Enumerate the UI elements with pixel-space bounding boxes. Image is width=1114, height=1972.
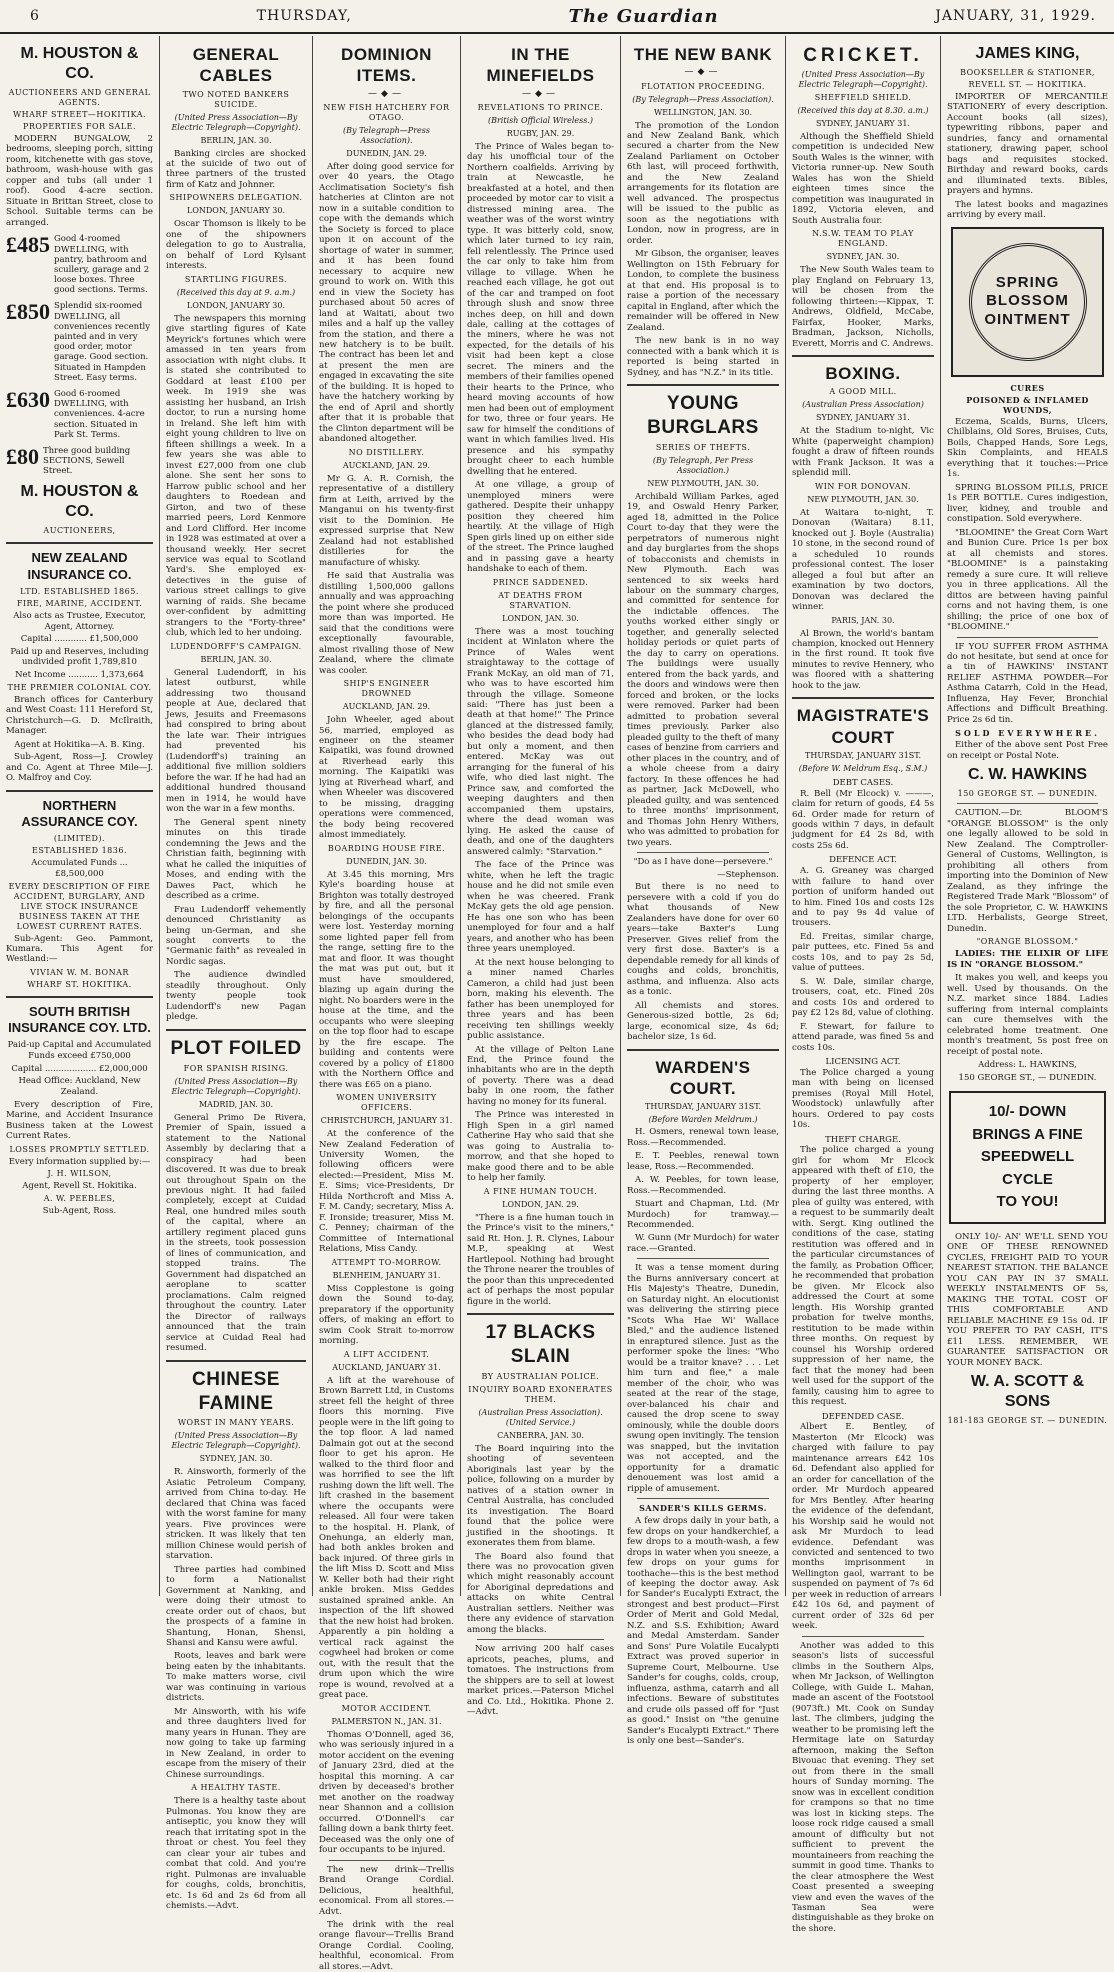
houston-title: M. HOUSTON & CO. [20,45,139,82]
hawkins-title: C. W. HAWKINS [967,766,1088,784]
article-heading: SANDER'S KILLS GERMS. [639,1503,767,1514]
divider [166,1029,306,1031]
bloomine-text: "BLOOMINE" the Great Corn Wart and Bunion Cure. Price 1s per box at all chemists and stores. "BLOOMINE" is a painstaking remedy a sure cure. It will relieve you in three applications. All the dittos are between having painful corns and not having them, is one shilling; the price of one box of "BLOOMINE." [947,527,1108,633]
property-desc: Three good building SECTIONS, Sewell Street. [43,445,131,477]
asthma-text: IF YOU SUFFER FROM ASTHMA do not hesitate, but send at once for a tin of HAWKINS' INSTANT RELIEF ASTHMA POWDER—For Asthma Catarrh, Cold in the Head, Influenza, Hay Fever, Bronchial Affections and Difficult Breathing. Price 2s 6d tin. [947,641,1108,725]
article-heading: ATTEMPT TO-MORROW. [331,1257,442,1267]
dateline: DUNEDIN, JAN. 30. [346,856,427,866]
sbi-paidup: Paid-up Capital and Accumulated Funds exceed £750,000 [7,1040,152,1062]
article-paragraph: The New South Wales team to play England on February 13, will be chosen from the following thirteen:—Kippax, T. Andrews, Oldfield, McCabe, Fairfax, Hooker, Marks, Bradman, Jackson, Nicholls, Everett, Morris and C. Andrews. [792,265,934,349]
article-paragraph: The Prince was interested in High Spen in a girl named Catherine Hay who said that she was going to Australia to-morrow, and that she hoped to make good there and to be able to help her family. [467,1110,614,1184]
accumulated-funds: Accumulated Funds ... £8,500,000 [31,858,128,879]
article-source: (United Press Association—By Electric Telegraph—Copyright). [171,1076,301,1096]
article-heading: FOR SPANISH RISING. [183,1063,289,1073]
column-3 [313,36,461,1972]
court-entry: Ed. Freitas, similar charge, pair puttees, etc. Fined 5s and costs 10s, and to pay 2s 5d, value of puttees. [792,931,934,974]
article-heading: A LIFT ACCIDENT. [343,1349,430,1359]
masthead-date: JANUARY, 31, 1929. [935,8,1096,24]
court-entry: A. W. Peebles, for town lease, Ross.—Recommended. [627,1175,779,1196]
dateline: LONDON, JAN. 30. [502,613,579,623]
peebles-agent: Sub-Agent, Ross. [42,1205,117,1216]
court-entry: The police charged a young girl for whom Mr Elcock appeared with theft of £10, the property of her employer, during the last three months. A plea of guilty was entered, with a request to be summarily dealt with. Sergt. King outlined the conditions of the case, stating restitution was offered and in the particular circumstances of the family, as Probation Officer, he recommended that probation be given. Mr Elcock also addressed the Court at some length. His Worship granted probation for twelve months, restitution to be made within three months. On request by counsel his Worship ordered suppression of her name, the fact that the money had been well used for the support of the family, causing him to agree to this request. [792,1145,934,1408]
masthead-day: THURSDAY, [256,8,352,24]
trustee-line: Also acts as Trustee, Executor, Agent, Attorney. [13,610,146,632]
nz-insurance-title: NEW ZEALAND INSURANCE CO. [27,550,132,582]
divider [637,1498,769,1499]
divider [637,852,769,853]
agent-hokitika: Agent at Hokitika—A. B. King. [14,739,145,750]
northern-established: ESTABLISHED 1836. [31,846,127,856]
divider [627,1049,779,1051]
page-number: 6 [30,8,40,24]
houston-auctioneers: AUCTIONEERS AND GENERAL AGENTS. [8,88,151,107]
sbi-capital: Capital ................... £2,000,000 [11,1063,148,1074]
court-before: (Before Warden Meldrum.) [648,1115,758,1125]
caution-text: CAUTION.—Dr. BLOOM'S "ORANGE BLOSSOM" is the only one legally allowed to be sold in New Zealand. The Comptroller-General of Customs, Wellington, is prohibiting all others from importing into the Dominion of New Zealand, as they infringe the Registered Trade Mark "Blossom" of the sole Proprietor, C. W. HAWKINS LTD. Herbalists, George Street, Dunedin. [947,808,1108,934]
northern-limited: (LIMITED). [53,834,106,844]
article-heading: SHIP'S ENGINEER DROWNED [343,679,430,699]
james-king-address: REVELL ST. — HOKITIKA. [968,80,1087,89]
article-paragraph: Banking circles are shocked at the suicide of two out of three partners of the trusted firm of Katz and Johnner. [166,148,306,190]
hawkins-address-line: Address: L. HAWKINS, [978,1060,1077,1070]
advertisement-paragraph: The new drink—Trellis Brand Orange Cordial. Delicious, healthful, economical. From all stores.—Advt. [319,1864,454,1917]
case-heading: LICENSING ACT. [825,1057,901,1068]
dateline: THURSDAY, JANUARY 31ST. [805,750,921,760]
dateline: SYDNEY, JAN. 30. [199,1454,273,1464]
dateline: WELLINGTON, JAN. 30. [654,107,752,117]
court-entry: The Police charged a young man with being on licensed premises (Royal Mill Hotel, Woodstock) unlawfully after hours. Ordered to pay costs 10s. [792,1067,934,1131]
ointment-text: Eczema, Scalds, Burns, Ulcers, Chilblains, Old Sores, Bruises, Cuts, Boils, Chapped Hands, Sore Legs, Skin Complaints, and HEALS everything that it touches:—Price 1s. [947,416,1108,480]
article-paragraph: Mr Gibson, the organiser, leaves Wellington on 15th February for London, to complete the business at that end. His proposal is to raise a portion of the necessary capital in England, after which the remainder will be offered in New Zealand. [627,249,779,333]
hawkins-address-line-2: 150 GEORGE ST., — DUNEDIN. [958,1072,1097,1083]
article-paragraph: At the next house belonging to a miner named Charles Cameron, a child had just been born, making his eleventh. The father has been unemployed for three years and has been receiving ten shillings weekly public assistance. [467,957,614,1042]
article-heading: A FINE HUMAN TOUCH. [483,1186,598,1196]
article-paragraph: Although the Sheffield Shield competition is undecided New South Wales is the winner, with Victoria runner-up. New South Wales has won the Shield eighteen times since the competition was inaugurated in 1892, Victoria eleven, and South Australia four. [792,131,934,226]
article-paragraph: John Wheeler, aged about 56, married, employed as engineer on the steamer Kaipatiki, was found drowned at Riverhead early this morning. The Kaipatiki was lying at Riverhead wharf, and when Wheeler was discovered to be missing, dragging operations were commenced, the body being recovered almost immediately. [319,715,454,841]
property-desc: Good 4-roomed DWELLING, with pantry, bathroom and scullery, garage and 2 loose boxes. Three good sections. Terms. [54,234,150,296]
article-paragraph: R. Ainsworth, formerly of the Asiatic Petroleum Company, arrived from China to-day. He declared that China was faced with the worst famine for many years. Five provinces were stricken. It was likely that ten million Chinese would perish of starvation. [166,1467,306,1562]
every-description: EVERY DESCRIPTION OF FIRE ACCIDENT, BURGLARY, AND LIVE STOCK INSURANCE BUSINESS TAKEN AT THE LOWEST CURRENT RATES. [8,881,151,931]
dateline: SYDNEY, JANUARY 31. [816,118,910,128]
article-source: (By Telegraph, Per Press Association.) [652,455,754,475]
dateline: BERLIN, JAN. 30. [200,654,272,664]
ladies-text: It makes you well, and keeps you well. Used by thousands. On the N.Z. market since 1884. Ladies suffering from internal complaints can cure themselves with the celebrated home treatment. One month's treatment, 5s post free on receipt of postal note. [947,973,1108,1057]
property-listing [6,301,153,383]
scott-address: 181-183 GEORGE ST. — DUNEDIN. [947,1416,1108,1426]
magistrates-court-heading: MAGISTRATE'S COURT [796,706,930,747]
houston-title-2: M. HOUSTON & CO. [20,483,139,521]
article-paragraph: Frau Ludendorff vehemently denounced Christianity as being un-German, and she sought converts to the "Germanic faith" as revealed in Nordic sagas. [166,904,306,967]
every-description-2: Every description of Fire, Marine, and Accident Insurance Business taken at the Lowest Current Rates. [6,1099,153,1142]
article-heading: NEW FISH HATCHERY FOR OTAGO. [323,102,450,122]
post-free-text: Either of the above sent Post Free on receipt or Postal Note. [947,740,1108,761]
dateline: NEW PLYMOUTH, JAN. 30. [807,494,919,504]
article-heading: N.S.W. TEAM TO PLAY ENGLAND. [812,229,914,249]
received-note: (Received this day at 8.30. a.m.) [797,105,929,115]
bonar-address: WHARF ST. HOKITIKA. [27,979,132,989]
young-burglars-heading: YOUNG BURGLARS [647,393,759,438]
properties-heading: PROPERTIES FOR SALE. [22,122,137,131]
advertisement-paragraph: But there is no need to persevere with a cold if you do what thousands of New Zealanders have done for over 60 years—take Baxter's Lung Preserver. Gives relief from the very first dose. Baxter's is a dependable remedy for all kinds of coughs and colds, bronchitis, asthma, and influenza. Also acts as a tonic. [627,882,779,998]
divider [957,803,1098,804]
advertisement-paragraph: The drink with the real orange flavour—Trellis Brand Orange Cordial. Cooling, healthful, economical. From all stores.—Advt. [319,1919,454,1972]
divider [467,1313,614,1315]
dateline: PARIS, JAN. 30. [831,615,895,625]
column-6 [786,36,941,1934]
divider [802,1636,924,1637]
article-paragraph: The audience dwindled steadily throughout. Only twenty people took Ludendorff's new Pagan pledge. [166,970,306,1023]
divider [637,1258,769,1259]
column-7 [941,36,1114,1596]
divider [6,542,153,544]
cycle-line-4: TO YOU! [996,1193,1059,1211]
article-heading: AT DEATHS FROM STARVATION. [498,590,583,610]
bungalow-listing: MODERN BUNGALOW, 2 bedrooms, sleeping porch, sitting room, kitchenette with gas stove, bathroom, wash-house with gas copper and tubs (all under 1 roof). Good 4-acre section. Situate in Brittan Street, close to School. Suitable terms can be arranged. [6,134,153,228]
article-heading: TWO NOTED BANKERS SUICIDE. [182,89,290,109]
article-heading: STARTLING FIGURES. [184,274,288,284]
article-source: (Australian Press Association). (United Service.) [478,1407,603,1427]
seal-text-mid: BLOSSOM [986,292,1069,310]
wilson-agent: Agent, Revell St. Hokitika. [22,1181,137,1192]
dateline: LONDON, JANUARY 30. [187,206,285,216]
article-heading: INQUIRY BOARD EXONERATES THEM. [468,1384,613,1404]
divider [6,996,153,998]
chinese-famine-heading: CHINESE FAMINE [192,1368,280,1414]
blacks-slain-heading: 17 BLACKS SLAIN [485,1322,596,1367]
head-office: Head Office: Auckland, New Zealand. [18,1076,141,1097]
seal-text-top: SPRING [995,273,1060,291]
article-source: (Australian Press Association) [802,400,924,410]
article-paragraph: The Board also found that there was no provocation given which might reasonably account for Aboriginal depredations and attacks on white Central Australian settlers. Neither was there any evidence of starvation among the blacks. [467,1551,614,1635]
minefields-heading: IN THE MINEFIELDS [486,45,595,86]
property-listing [6,386,153,440]
newspaper-title: The Guardian [568,5,719,27]
divider [792,697,934,699]
property-price: £630 [6,386,50,412]
article-paragraph: The General spent ninety minutes on this tirade condemning the Jews and the Christian faith, beginning with what he called the iniquities of Moses, and ending with the Dawes Pact, which he described as a crime. [166,817,306,902]
court-entry: R. Bell (Mr Elcock) v. ———, claim for return of goods, £4 5s 6d. Order made for return of goods within 7 days, in default judgment for £4 2s 8d, with costs 25s 6d. [792,788,934,851]
james-king-text: IMPORTER OF MERCANTILE STATIONERY of every description. Account books (all sizes), typewriting ribbons, paper and sundries, fancy and ornamental stationery, drawing paper, school bags and requisites stocked. Birthday and reward books, cards and illuminated texts. Bibles, prayers and hymns. [947,92,1108,197]
dominion-items-heading: DOMINION ITEMS. [341,45,432,86]
article-heading: FLOTATION PROCEEDING. [641,81,765,91]
dateline: SYDNEY, JAN. 30. [826,252,900,262]
fire-marine: FIRE, MARINE, ACCIDENT. [16,598,143,608]
sub-agent-kumara: Sub-Agent: Geo. Pammont, Kumara. This Agent for Westland:— [6,933,153,965]
divider [792,355,934,357]
losses-settled: LOSSES PROMPTLY SETTLED. [9,1144,150,1154]
article-heading: WOMEN UNIVERSITY OFFICERS. [336,1093,437,1113]
divider [6,790,153,792]
court-entry: A. G. Greaney was charged with failure to hand over portion of uniform handed out to him. Fined 10s and costs 12s and to pay 9s 4d value of trousers. [792,866,934,929]
masthead [0,0,1114,34]
article-paragraph: There was a most touching incident at Winlaton where the Prince of Wales went straightaway to the cottage of Frank McKay, an old man of 71, who was to have escorted him through the village. Someone said: "There has just been a death at that home!" The Prince glanced at the distressed family, who besides the dead body had but only a moment, and then entered. McKay was out arranging for the funeral of his wife, who died last night. The Prince saw, and comforted the weeping daughters and then accompanied them upstairs, where the dead woman was lying. He asked the cause of death, and one of the daughters answered calmly: "Starvation." [467,626,614,857]
boxing-heading: BOXING. [825,363,901,383]
nz-insurance-established: LTD. ESTABLISHED 1865. [20,586,139,596]
article-heading: SHEFFIELD SHIELD. [814,92,912,102]
plot-foiled-heading: PLOT FOILED [170,1037,302,1059]
court-entry: Albert E. Bentley, of Masterton (Mr Elcock) was charged with failure to pay maintenance arrears £42 10s 6d. Defendant also applied for an order for cancellation of the order. Mr Murdoch appeared for Mrs Bentley. After hearing the evidence of the defendant, his Worship said he would not ask Mr Murdoch to lead evidence. Defendant was convicted and sentenced to two months imprisonment in Wellington gaol, warrant to be suspended on payment of 7s 6d per week in reduction of arrears £42 10s 6d, and payment of current order of 32s 6d per week. [792,1422,934,1632]
wilson-name: J. H. WILSON, [47,1169,112,1179]
court-entry: W. Gunn (Mr Murdoch) for water race.—Granted. [627,1233,779,1254]
article-source: (By Telegraph—Press Association). [632,94,774,104]
court-entry: H. Osmers, renewal town lease, Ross.—Recommended. [627,1127,779,1148]
divider [477,1639,604,1640]
premier-colonial: THE PREMIER COLONIAL COY. [7,682,152,692]
divider [627,384,779,386]
ornament-divider: —◆— [522,88,559,99]
advertisement-paragraph: There is a healthy taste about Pulmonas. You know they are antiseptic, you know they will reach that irritating spot in the throat or chest. You feel they can clear your air tubes and combat that cold. And you're right. Pulmonas are invaluable for coughs, colds, bronchitis, etc. 1s 6d and 2s 6d from all chemists.—Advt. [166,1796,306,1912]
dateline: NEW PLYMOUTH, JAN. 30. [647,478,759,488]
article-paragraph: At the village of Pelton Lane End, the Prince found the inhabitants who are in the depth of poverty. There was a dead baby in one room, the father having no money for its funeral. [467,1044,614,1107]
article-source: (United Press Association—By Electric Telegraph—Copyright). [798,69,928,89]
court-before: (Before W. Meldrum Esq., S.M.) [798,763,928,773]
article-paragraph: The Prince of Wales began to-day his unofficial tour of the Northern coalfields. Arriving by train at Newcastle, he breakfasted at a hotel, and then proceeded by motor car to visit a distressed mining area. The weather was of the worst wintry type. It was bitterly cold, snow, which later turned to icy rain, fell relentlessly. The Prince used the car only to take him from village to village. When he reached each village, he got out of the car and tramped on foot through slush and snow three inches deep, on hill and down dale, calling at the cottages of the miners, where he was not expected, for the details of his visit had been kept a close secret. The miners and the members of their families opened their hearts to the Prince, who heard moving accounts of how men had been out of employment for two, three or four years. He saw for himself the conditions of want in which families lived. His presence and his sympathy brought cheer to each humble dwelling that he entered. [467,141,614,477]
net-income-line: Net Income ........... 1,373,664 [15,670,144,681]
article-paragraph: Mr Ainsworth, with his wife and three daughters lived for many years in Hunan. They are now going to take up farming in New Zealand, in order to escape from the misery of their Chinese surroundings. [166,1706,306,1780]
case-heading: DEFENCE ACT. [829,855,897,866]
dateline: AUCKLAND, JANUARY 31. [332,1362,441,1372]
dateline: AUCKLAND, JAN. 29. [342,460,431,470]
article-paragraph: Mr G. A. R. Cornish, the representative of a distillery firm at Leith, arrived by the Manganui on his twenty-first visit to the Dominion. He expressed surprise that New Zealand had not established distilleries for the manufacture of whisky. [319,473,454,568]
sold-everywhere: SOLD EVERYWHERE. [955,728,1100,739]
article-paragraph: He said that Australia was distilling 1,500,000 gallons annually and was approaching the point where she produced more than was imported. He said that the conditions were exceptionally favourable, almost rivalling those of New Zealand, where the climate was cooler. [319,571,454,676]
ornament-divider: —◆— [368,88,405,99]
dateline: RUGBY, JAN. 29. [506,128,575,138]
northern-assurance-title: NORTHERN ASSURANCE COY. [21,797,138,829]
dateline: SYDNEY, JANUARY 31. [816,413,910,423]
ornament-divider: —◆— [684,67,722,78]
south-british-title: SOUTH BRITISH INSURANCE COY. LTD. [8,1003,151,1036]
dateline: BERLIN, JAN. 30. [200,135,272,145]
dateline: LONDON, JANUARY 30. [187,300,285,310]
article-heading: A GOOD MILL. [829,387,897,397]
scott-title: W. A. SCOTT & SONS [970,1373,1085,1411]
article-paragraph: Archibald William Parkes, aged 19, and Oswald Henry Parker, aged 18, admitted in the Police Court to-day that they were the perpetrators of numerous night and day burglaries from the shops of tobacconists and chemists in New Plymouth. Each was sentenced to six weeks hard labour on the summary charges, and committed for sentence for the indictable offences. The youths worked either singly or together, and generally selected holiday periods or quiet parts of the day to carry on operations. The buildings were usually entered from the back yards, and the doors and windows were then forced and broken, or the locks were removed. Parker had been admitted to probation several times previously. Parker also pleaded guilty to the theft of many cases of benzine from carriers and other places in the country, and of a whole cheese from a dairy factory. In these offences he had as partner, Jack McDowell, who pleaded guilty, and was sentenced to three months' imprisonment, and Thomas John Henry Withers, who was admitted to probation for two years. [627,491,779,848]
advertisement-paragraph: All chemists and stores. Generous-sized bottle, 2s 6d; large, economical size, 4s 6d; bachelor size, 1s 6d. [627,1000,779,1043]
received-note: (Received this day at 9. a.m.) [176,287,296,297]
james-king-text-2: The latest books and magazines arriving by every mail. [947,199,1108,221]
column-4 [461,36,621,1718]
article-paragraph: Al Brown, the world's bantam champion, knocked out Hennery in the first round. It took five minutes to revive Hennery, who was floored with a shattering hook to the jaw. [792,628,934,691]
article-paragraph: It was a tense moment during the Burns anniversary concert at His Majesty's Theatre, Dunedin, on Saturday night. An elocutionist was delivering the stirring piece "Scots Wha Hae Wi' Wallace Bled," and the audience listened in enraptured silence. Just as the performer spoke the lines: "Who would be a traitor knave? . . . Let him turn and flee," a male member of the choir, who was seated at the rear of the stage, over-balanced his chair and caused the drop scene to sway ominously, while the double doors swung open invitingly. The tension was snapped, but the invitation was not accepted, and the opportunity for a dramatic denouement was lost amid a ripple of amusement. [627,1263,779,1494]
column-2 [160,36,313,1912]
article-paragraph: At the conference of the New Zealand Federation of University Women, the following officers were elected:—President, Miss M. E. Sims; vice-Presidents, Dr Hilda Northcroft and Miss A. F. M. Candy; secretary, Miss A. F. Ironside; treasurer, Miss M. C. Penney; chairman of the Committee of International Relations, Miss Candy. [319,1129,454,1255]
property-listing [6,443,153,477]
james-king-subtitle: BOOKSELLER & STATIONER, [960,68,1095,77]
court-entry: S. W. Dale, similar charge, trousers, coat, etc. Fined 20s and costs 10s and ordered to pay £2 12s 8d, value of clothing. [792,976,934,1019]
article-paragraph: Miss Copplestone is going down the Sound to-day, preparatory if the opportunity offers, of making an effort to swim Cook Strait to-morrow morning. [319,1283,454,1347]
article-paragraph: At Waitara to-night, T. Donovan (Waitara) 8.11, knocked out J. Boyle (Australia) 10 stone, in the second round of a scheduled 10 rounds professional contest. The loser alleged a foul but after an examination by two doctors, Donovan was declared the winner. [792,507,934,613]
court-entry: F. Stewart, for failure to attend parade, was fined 5s and costs 10s. [792,1021,934,1053]
article-paragraph: The face of the Prince was white, when he left the tragic house and he did not smile even when he was cheered. Frank McKay gets the old age pension. He has one son who has been unemployed for four and a half years, and another who has been three years unemployed. [467,860,614,955]
general-cables-heading: GENERAL CABLES [192,45,280,86]
dateline: CANBERRA, JAN. 30. [497,1430,584,1440]
article-paragraph: At the Stadium to-night, Vic White (paperweight champion) fought a draw of fifteen rounds with Frank Jackson. It was a splendid mill. [792,426,934,479]
speedwell-cycle-ad [949,1091,1106,1224]
hawkins-address: 150 GEORGE ST. — DUNEDIN. [957,789,1098,799]
dateline: DUNEDIN, JAN. 29. [346,148,427,158]
capital-line: Capital ............ £1,500,000 [20,634,139,645]
spring-blossom-ointment-logo [951,227,1104,377]
advertisement-paragraph: Now arriving 200 half cases apricots, peaches, plums, and tomatoes. The instructions from the shippers are to sell at lowest market prices.—Paterson Michel and Co. Ltd., Hokitika. Phone 2.—Advt. [467,1644,614,1718]
paidup-line: Paid up and Reserves, including undivided profit 1,789,810 [10,646,149,668]
article-heading: BY AUSTRALIAN POLICE. [481,1371,600,1381]
ladies-heading: LADIES: THE ELIXIR OF LIFE IS IN "ORANGE BLOSSOM." [947,949,1108,970]
dateline: CHRISTCHURCH, JANUARY 31. [320,1116,453,1126]
property-price: £485 [6,232,50,258]
article-heading: SERIES OF THEFTS. [655,442,751,452]
cycle-line-1: 10/- DOWN [988,1103,1067,1121]
article-paragraph: Three parties had combined to form a Nationalist Government at Nanking, and were doing their utmost to create order out of chaos, but the prospects of a famine in Shantung, Honan, Shensi, Shansi and Kansu were awful. [166,1564,306,1648]
james-king-title: JAMES KING, [975,45,1080,62]
article-paragraph: At one village, a group of unemployed miners were gathered. Despite their unhappy position they cheered him heartily. At the village of High Spen girls lined up on either side of the street. The Prince laughed and in passing gave a hearty handshake to each of them. [467,480,614,575]
new-bank-heading: THE NEW BANK [633,45,773,64]
article-paragraph: "There is a fine human touch in the Prince's visit to the miners," said Rt. Hon. J. R. Clynes, Labour M.P., speaking at West Hartlepool. Nothing had brought the Throne nearer the troubles of the poor than this unprecedented act of perhaps the most popular figure in the world. [467,1212,614,1307]
court-entry: E. T. Peebles, renewal town lease, Ross.—Recommended. [627,1151,779,1172]
ointment-seal [969,243,1087,361]
cycle-line-3: SPEEDWELL CYCLE [980,1148,1075,1188]
article-heading: NO DISTILLERY. [348,447,425,457]
quote-line: "Do as I have done—persevere." [633,857,773,868]
article-paragraph: The new bank is in no way connected with a bank which it is reported is being started in Sydney, and has "N.Z." in its title. [627,336,779,378]
case-heading: DEBT CASES. [832,777,894,788]
poisoned-wounds: POISONED & INFLAMED WOUNDS, [966,394,1089,415]
cures-heading: CURES [1010,382,1045,393]
case-heading: DEFENDED CASE. [821,1411,905,1422]
sub-agents: Sub-Agent, Ross—J. Crowley and Co. Agent at Three Mile—J. O. Malfroy and Coy. [6,752,153,784]
article-heading: MOTOR ACCIDENT. [341,1703,432,1713]
column-5 [621,36,786,1747]
property-desc: Good 6-roomed DWELLING, with conveniences. 4-acre section. Situated in Park St. Terms. [54,388,145,440]
branch-offices: Branch offices for Canterbury and West Coast: 111 Hereford St, Christchurch—G. D. McIlraith, Manager. [6,694,153,737]
article-heading: SHIPOWNERS DELEGATION. [169,193,303,203]
article-paragraph: General Ludendorff, in his latest outburst, while addressing two thousand people at Aue, declared that Jews, Jesuits and Freemasons had conspired to bring about the late war. Their intrigues had prevented his (Ludendorff's) training an additional five million soldiers before the war. If he had had an additional hundred thousand men in 1914, he would have won the war in a few months. [166,667,306,815]
article-source: (United Press Association—By Electric Telegraph—Copyright). [171,1431,301,1451]
dateline: THURSDAY, JANUARY 31ST. [645,1102,761,1112]
pills-text: SPRING BLOSSOM PILLS, PRICE 1s PER BOTTLE. Cures indigestion, liver, kidney, and trouble and constipation. Sold everywhere. [947,482,1108,525]
dateline: LONDON, JAN. 29. [502,1199,579,1209]
dateline: MADRID, JAN. 30. [198,1099,274,1109]
property-price: £80 [6,443,39,469]
orange-blossom-title: "ORANGE BLOSSOM." [976,937,1079,947]
cycle-line-2: BRINGS A FINE [972,1125,1083,1143]
divider [329,1860,444,1861]
article-heading: WIN FOR DONOVAN. [814,481,912,491]
article-source: (United Press Association—By Electric Telegraph—Copyright). [171,112,301,132]
column-1 [0,36,160,1596]
article-paragraph: General Primo De Rivera, Premier of Spain, issued a statement to the National Assembly by declaring that a conspiracy had been discovered. It was due to break out throughout Spain on the previous night. It had failed completely, except at Cuidad Real, one hundred miles south of the capital, where an artillery regiment placed guns in the streets, took possession of lines of communication, and stopped trains. The Government had dispatched an aeroplane to scatter proclamations. Calm reigned throughout the country. Later the Director of railways announced that the train service at Cuidad Real had resumed. [166,1112,306,1354]
property-listing [6,234,153,295]
article-paragraph: The Board inquiring into the shooting of seventeen Aboriginals last year by the police, following on a murder by natives of a station owner in Central Australia, has concluded its investigation. The Board found that the police were justified in the shootings. It exonerates them from blame. [467,1443,614,1549]
article-paragraph: After doing good service for over 40 years, the Otago Acclimatisation Society's fish hatcheries at Clinton are not now in a suitable condition to cope with the demands which the Society is forced to place upon it on account of the shortage of water in summer, and it has been found necessary to acquire new ground to work on. With this end in view the Society has purchased about 50 acres of land at Waitati, about two miles and a half up the valley from the station, and there a new hatchery is to be built. The contract has been let and at present the men are engaged in excavating the site of the building. It is hoped to have the hatchery working by the end of April and shortly after that it is probable that the Clinton department will be abandoned altogether. [319,161,454,445]
advertisement-paragraph: A few drops daily in your bath, a few drops on your handkerchief, a few drops to a mouth-wash, a few drops in water when you sneeze, a few drops on your gums for toothache—this is the best method of keeping the doctor away. Ask for Sander's Eucalypti Extract, the strongest and best product—First Order of Merit and Gold Medal, N.Z. and S.S. Exhibition; Award and Medal Amsterdam. Sander and Sons' Pure Volatile Eucalypti Extract was proved superior in Supreme Court, Melbourne. Use Sander's for coughs, colds, croup, influenza, asthma, catarrh and all infections. Beware of substitutes and crude oils passed off for "Just as good." Insist on "the genuine Sander's Eucalypti Extract." There is only one best—Sander's. [627,1516,779,1747]
bonar-name: VIVIAN W. M. BONAR [30,967,129,977]
quote-attribution: —Stephenson. [717,869,779,880]
article-source: (British Official Wireless.) [487,115,594,125]
dateline: AUCKLAND, JAN. 29. [342,702,431,712]
article-paragraph: Oscar Thomson is likely to be one of the shipowners delegation to go to Australia, on behalf of Lord Kylsant interests. [166,219,306,272]
article-paragraph: A lift at the warehouse of Brown Barrett Ltd, in Customs street fell the height of three floors this morning. Five people were in the lift going to the top floor. A lad named Dalmain got out at the second floor to get his apron. He walked to the third floor and was horrified to see the lift rushing down the lift well. The lift crashed in the basement where the occupants were released. All four were taken to the hospital. H. Plank, of Onehunga, an elderly man, had both ankles broken and back injured. Of three girls in the lift Miss D. Scott and Miss W. Keller both had their right ankle broken. Miss Geddes sustained sprained ankle. An inspection of the lift showed that the new hoist had broken. Apparently a pin holding a vertical rack against the cogwheel had broken or come out, with the result that the drum upon which the wire rope is wound, revolved at a great pace. [319,1375,454,1701]
article-heading: PRINCE SADDENED. [492,577,589,587]
info-supplied: Every information supplied by:— [8,1156,151,1167]
article-heading: WORST IN MANY YEARS. [177,1418,295,1428]
case-heading: THEFT CHARGE. [825,1134,901,1145]
article-heading: LUDENDORFF'S CAMPAIGN. [170,641,302,651]
article-paragraph: Another was added to this season's lists of successful climbs in the Southern Alps, when Mr Jackson, of Wellington College, with Guide L. Mahan, made an ascent of the Footstool (9073ft.) Mt. Cook on Sunday last. The climbers, judging the weather to be promising left the Hermitage late on Saturday afternoon, making the Sefton Bivouac that evening. They set out from there in the small hours of Sunday morning. The snow was in excellent condition for crampons so that no time was lost in kicking steps. The loose rock ridge caused a small amount of difficulty but not sufficient to prevent the mountaineers from reaching the summit in good time. Thanks to the clear atmosphere the West Coast presented a sweeping view and even the waves of the Tasman Sea were distinguishable as they broke on the shore. [792,1640,934,1934]
seal-text-bot: OINTMENT [984,311,1071,329]
article-heading: REVELATIONS TO PRINCE. [477,102,604,112]
peebles-name: A. W. PEEBLES, [43,1193,116,1203]
houston-auctioneers-2: AUCTIONEERS, [43,526,116,536]
article-source: (By Telegraph—Press Association). [343,125,430,145]
article-paragraph: Roots, leaves and bark were being eaten by the inhabitants. To make matters worse, civil war was continuing in various districts. [166,1651,306,1704]
property-desc: Splendid six-roomed DWELLING, all conveniences recently painted and in very good order, motor garage. Good section. Situated in Hampden Street. Easy terms. [54,301,151,383]
article-paragraph: The newspapers this morning give startling figures of Kate Meyrick's fortunes which were amassed in ten years from association with night clubs. It is stated she contributed to Goddard at least £100 per week. In 1919 she was assisting her husband, an Irish doctor, to run a nursing home in Ireland. She left him with eight young children to live on fifteen shillings a week. In a few years she was able to invest £27,000 from one club alone. She sent her sons to Harrow public school and her daughters to Roedean and Girton, and two of these married peers, Lord Kenmore and Lord Clifford. Her income in 1928 was estimated at over a thousand weekly. Her secret service was equal to Scotland Yard's. She employed ex-detectives in the guise of various street callings to give warning of raids. She became over-confident by admitting strangers to the "Forty-three" club, which led to her undoing. [166,313,306,639]
dateline: PALMERSTON N., JAN. 31. [331,1716,442,1726]
court-entry: Stuart and Chapman, Ltd. (Mr Murdoch) for tramway.—Recommended. [627,1199,779,1230]
cricket-heading: CRICKET. [803,45,923,66]
article-paragraph: At 3.45 this morning, Mrs Kyle's boarding house at Brighton was totally destroyed by fire, and all the personal belongings of the occupants were lost. Yesterday morning some lighted paper fell from the range, setting fire to the mat and floor. It was thought the mat was put out, but it must have smouldered, blazing up again during the night. No boarders were in the house at the time, and the occupants who were sleeping on the top floor had to escape by the fire escape. The building and contents were covered by a policy of £1800 with the Northern Office and there was £65 on a piano. [319,869,454,1090]
property-price: £850 [6,299,50,325]
article-paragraph: The promotion of the London and New Zealand Bank, which secured a charter from the New Zealand Parliament on October 6th last, will proceed forthwith, and the New Zealand arrangements for its flotation are well advanced. The prospectus will be issued to the public as soon as the negotiations with London, now in progress, are in order. [627,120,779,246]
wardens-court-heading: WARDEN'S COURT. [655,1057,751,1098]
divider [166,1360,306,1362]
article-heading: A HEALTHY TASTE. [191,1783,281,1793]
page-columns [0,36,1114,1972]
dateline: BLENHEIM, JANUARY 31. [332,1270,441,1280]
houston-address: WHARF STREET—HOKITIKA. [12,110,147,119]
article-paragraph: Thomas O'Donnell, aged 36, who was seriously injured in a motor accident on the evening of January 23rd, died at the hospital this morning. A car driven by deceased's brother met another on the roadway near Shannon and a collision occurred. O'Donnell's car falling down a bank thirty feet. Deceased was the only one of four occupants to be injured. [319,1729,454,1856]
article-heading: BOARDING HOUSE FIRE. [327,843,446,853]
divider [957,637,1098,638]
cycle-text: ONLY 10/- AN' WE'LL SEND YOU ONE OF THESE RENOWNED CYCLES, FREIGHT PAID TO YOUR NEAREST STATION. THE BALANCE YOU CAN PAY IN 37 SMALL WEEKLY INSTALMENTS OF 5s, MAKING THE TOTAL COST OF THIS COMFORTABLE AND RELIABLE MACHINE £9 15s 0d. IF YOU PREFER TO PAY CASH, IT'S £11 LESS. REMEMBER, WE GUARANTEE SATISFACTION OR YOUR MONEY BACK. [947,1231,1108,1368]
